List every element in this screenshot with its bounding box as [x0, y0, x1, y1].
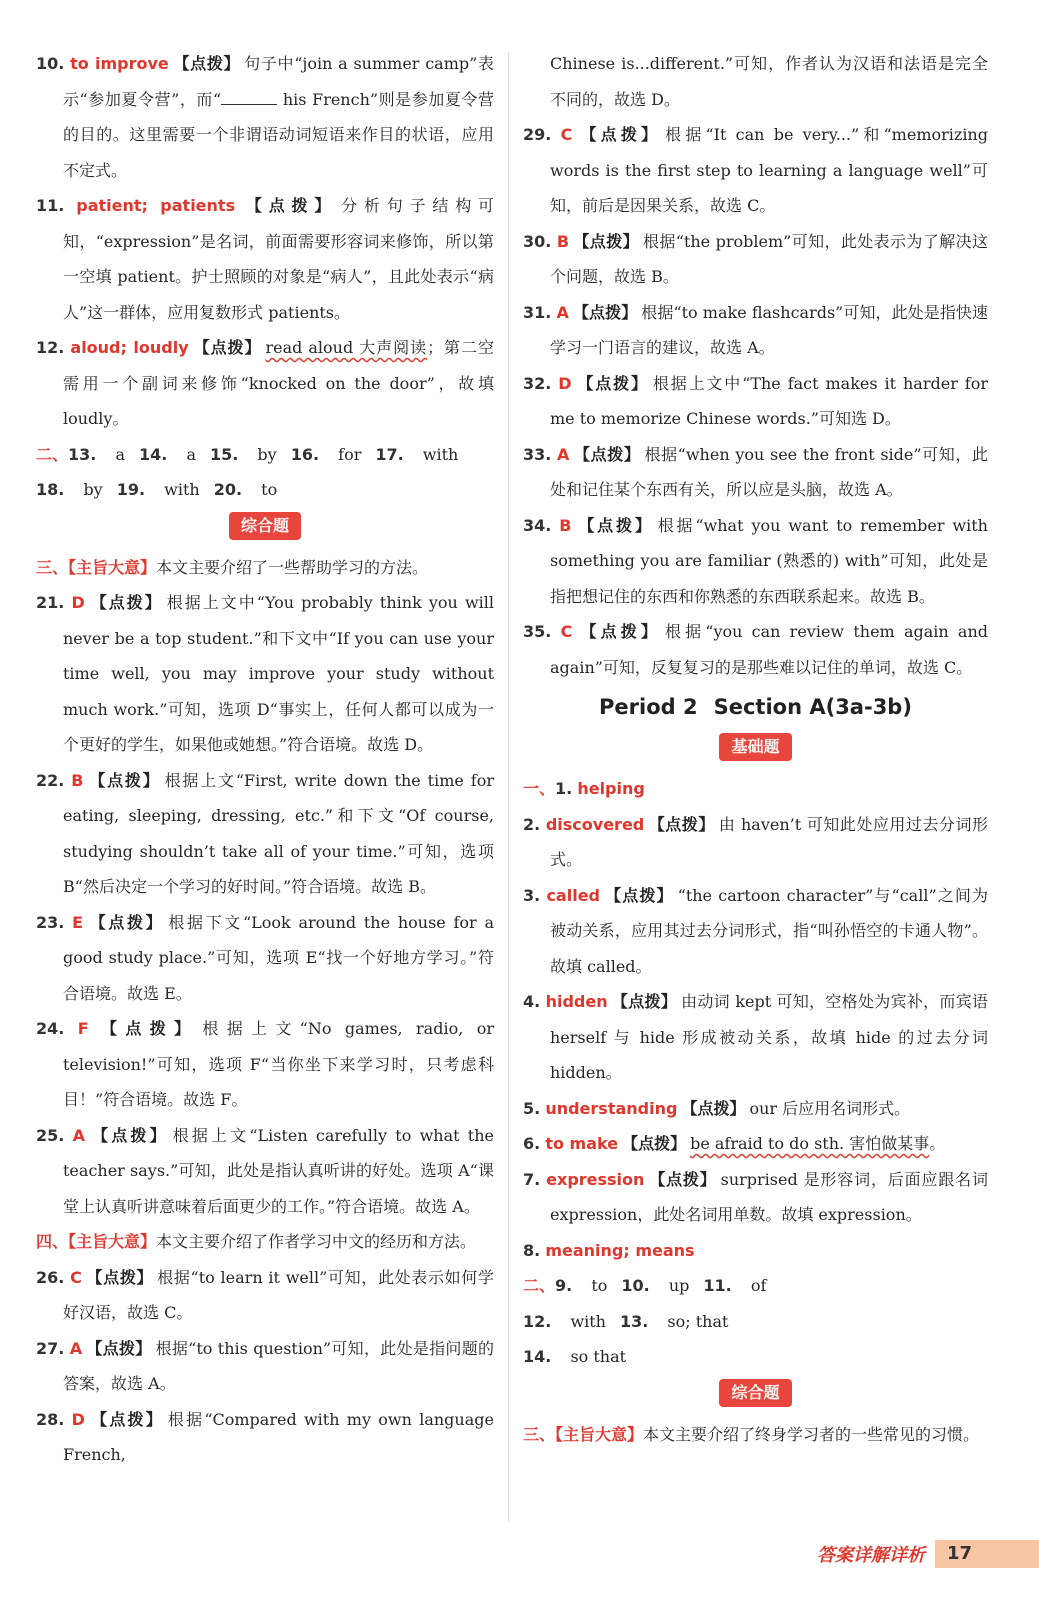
answer-text: D — [71, 593, 85, 612]
answer-item-32 — [523, 366, 988, 437]
question-number: 12. — [36, 338, 65, 357]
explanation-text: 分析句子结构可知，“expression”是名词，前面需要形容词来修饰，所以第一空填 patient。护士照顾的对象是“病人”，且此处表示“病人”这一群体，应用复数形式 patients。 — [63, 196, 494, 322]
explanation-text: “the cartoon character”与“call”之间为被动关系，应用其过去分词形式，指“叫孙悟空的卡通人物”。故填 called。 — [550, 885, 988, 976]
answer-text: B — [559, 515, 572, 535]
answer-item-24 — [36, 1011, 494, 1118]
hint-tag: 【点拨】 — [85, 1267, 154, 1287]
answer-item-r3 — [523, 878, 988, 985]
answer-text: meaning; means — [545, 1240, 695, 1260]
question-number: 15. — [209, 444, 239, 464]
hint-tag: 【点拨】 — [648, 1169, 717, 1189]
answer-item-r1 — [523, 771, 988, 807]
answer-item-25 — [36, 1118, 494, 1225]
summary-text: 本文主要介绍了一些帮助学习的方法。 — [156, 557, 429, 577]
answer-text: F — [77, 1019, 89, 1038]
question-number: 33. — [523, 444, 552, 464]
answer-text: E — [72, 912, 84, 932]
question-number: 14. — [139, 444, 168, 464]
answer-text: so that — [570, 1347, 627, 1366]
page-number: 17 — [935, 1540, 1039, 1568]
question-number: 29. — [523, 125, 552, 144]
period-title: Period 2 — [599, 695, 698, 719]
hint-tag: 【点拨】 — [611, 992, 678, 1011]
explanation-text: 根据上文中“You probably think you will never be a top student.”和下文中“If you can use your time well, you may improve your study without much work.”可知，选项 D“事实上，任何人都可以成为一个更好的学生，如果他或她想。”符合语境。故选 D。 — [63, 593, 494, 754]
hint-tag: 【点拨】 — [573, 444, 641, 464]
part3-summary — [523, 1417, 988, 1453]
answer-text: to improve — [70, 54, 169, 73]
answer-text: A — [557, 444, 570, 464]
answer-text: helping — [577, 779, 645, 798]
answer-item-r4 — [523, 984, 988, 1091]
question-number: 2. — [523, 814, 541, 834]
answer-text: understanding — [545, 1098, 678, 1118]
question-number: 32. — [523, 373, 552, 393]
summary-text: 本文主要介绍了终身学习者的一些常见的习惯。 — [643, 1424, 980, 1444]
answer-item-27 — [36, 1331, 494, 1402]
answer-item-33 — [523, 437, 988, 508]
wavy-underlined-phrase: read aloud 大声阅读 — [265, 338, 428, 357]
hint-tag: 【点拨】 — [576, 125, 662, 144]
explanation-text: 根据“you can review them again and again”可知，反复复习的是那些难以记住的单词，故选 C。 — [550, 622, 988, 677]
hint-tag: 【点拨】 — [92, 1019, 199, 1038]
explanation-text: 由 haven’t 可知此处应用过去分词形式。 — [550, 814, 988, 869]
question-number: 27. — [36, 1338, 65, 1358]
hint-tag: 【点拨】 — [239, 196, 338, 215]
answer-text: discovered — [545, 814, 645, 834]
answer-text: by — [257, 444, 277, 464]
part2-answers-row3 — [523, 1339, 988, 1375]
answer-text: of — [750, 1276, 767, 1295]
answer-text: B — [556, 231, 570, 251]
question-number: 17. — [375, 444, 404, 464]
hint-tag: 【点拨】 — [87, 770, 161, 790]
explanation-text: 根据“what you want to remember with something you are familiar (熟悉的) with”可知，此处是指把想记住的东西和你熟悉的东西联系起来。故选 B。 — [550, 515, 988, 606]
part4-summary — [36, 1224, 494, 1260]
question-number: 7. — [523, 1169, 541, 1189]
question-number: 31. — [523, 302, 552, 322]
answer-text: with — [422, 444, 459, 464]
question-number: 12. — [523, 1311, 552, 1331]
answer-item-12 — [36, 330, 494, 437]
hint-tag: 【点拨】 — [648, 814, 715, 834]
explanation-text: 根据“the problem”可知，此处表示为了解决这个问题，故选 B。 — [550, 231, 988, 286]
hint-tag: 【点拨】 — [604, 885, 674, 905]
footer-label: 答案详解详析 — [817, 1545, 925, 1566]
part-label: 二、 — [36, 444, 69, 464]
hint-tag: 【点拨】 — [572, 302, 638, 322]
part2-answers-row2 — [36, 472, 494, 508]
answer-text: A — [69, 1338, 83, 1358]
hint-tag: 【点拨】 — [87, 912, 165, 932]
explanation-text: 根据上文“No games, radio, or television!”可知，选项 F“当你坐下来学习时，只考虑科目！”符合语境。故选 F。 — [63, 1019, 494, 1109]
answer-item-10 — [36, 46, 494, 188]
question-number: 5. — [523, 1098, 541, 1118]
section-name: Section A(3a-3b) — [713, 695, 912, 719]
explanation-text: 根据“to make flashcards”可知，此处是指快速学习一门语言的建议，故选 A。 — [550, 302, 988, 357]
hint-tag: 【点拨】 — [88, 593, 163, 612]
question-number: 10. — [621, 1276, 650, 1295]
question-number: 34. — [523, 515, 552, 535]
answer-text: aloud; loudly — [70, 338, 189, 357]
answer-text: with — [570, 1311, 606, 1331]
answer-text: D — [71, 1409, 85, 1429]
summary-text: 本文主要介绍了作者学习中文的经历和方法。 — [156, 1232, 477, 1251]
answer-item-28-continued — [523, 46, 988, 117]
question-number: 11. — [36, 196, 65, 215]
hint-tag: 【点拨】 — [88, 1409, 164, 1429]
answer-text: C — [560, 125, 573, 144]
question-number: 6. — [523, 1134, 541, 1153]
wavy-underlined-phrase: be afraid to do sth. 害怕做某事 — [690, 1134, 930, 1153]
answer-text: A — [556, 302, 569, 322]
answer-text: so; that — [667, 1311, 729, 1331]
answer-item-r7 — [523, 1162, 988, 1233]
answer-item-31 — [523, 295, 988, 366]
section-badge-wrap — [523, 733, 988, 769]
explanation-text: our 后应用名词形式。 — [749, 1098, 911, 1118]
answer-item-22 — [36, 763, 494, 905]
answer-item-26 — [36, 1260, 494, 1331]
answer-text: for — [338, 444, 362, 464]
answer-text: a — [115, 444, 125, 464]
answer-item-r8 — [523, 1233, 988, 1269]
question-number: 26. — [36, 1267, 65, 1287]
question-number: 4. — [523, 992, 541, 1011]
answer-text: D — [558, 373, 572, 393]
part-label: 一、 — [523, 779, 556, 798]
question-number: 22. — [36, 770, 65, 790]
answer-text: to — [261, 480, 278, 499]
answer-text: C — [70, 1267, 82, 1287]
answer-item-35 — [523, 614, 988, 685]
hint-tag: 【点拨】 — [192, 338, 262, 357]
section-heading — [523, 685, 988, 729]
part-label: 三、【主旨大意】 — [523, 1424, 644, 1444]
explanation-text: 句子中“join a summer camp”表示“参加夏令营”，而“ — [63, 54, 494, 109]
answer-item-r6 — [523, 1126, 988, 1162]
answer-text: expression — [546, 1169, 645, 1189]
explanation-text: ；第二空需用一个副词来修饰“knocked on the door”，故填 loudly。 — [63, 338, 494, 428]
question-number: 14. — [523, 1347, 552, 1366]
part2-answers-row2 — [523, 1304, 988, 1340]
question-number: 9. — [555, 1276, 573, 1295]
explanation-text: 根据“when you see the front side”可知，此处和记住某个东西有关，所以应是头脑，故选 A。 — [550, 444, 988, 499]
question-number: 30. — [523, 231, 552, 251]
question-number: 20. — [213, 480, 243, 499]
answer-item-23 — [36, 905, 494, 1012]
hint-tag: 【点拨】 — [88, 1125, 169, 1145]
answer-text: A — [72, 1125, 85, 1145]
answer-text: patient; patients — [76, 196, 236, 215]
question-number: 1. — [555, 779, 573, 798]
hint-tag: 【点拨】 — [575, 373, 649, 393]
answer-item-28 — [36, 1402, 494, 1473]
question-number: 13. — [68, 444, 97, 464]
explanation-text: 根据“It can be very...”和“memorizing words is the first step to learning a language well”可知，前后是因果关系，故选 C。 — [550, 125, 988, 215]
explanation-text: his French”则是参加夏令营的目的。这里需要一个非谓语动词短语来作目的状语，应用不定式。 — [63, 89, 494, 180]
answer-item-11 — [36, 188, 494, 330]
question-number: 24. — [36, 1019, 65, 1038]
hint-tag: 【点拨】 — [86, 1338, 152, 1358]
explanation-text: 由动词 kept 可知，空格处为宾补，而宾语 herself 与 hide 形成被动关系，故填 hide 的过去分词 hidden。 — [550, 992, 988, 1082]
answer-item-30 — [523, 224, 988, 295]
right-column — [523, 46, 988, 1452]
question-number: 35. — [523, 622, 552, 641]
explanation-text: 。 — [929, 1134, 946, 1153]
answer-item-29 — [523, 117, 988, 224]
question-number: 11. — [703, 1276, 732, 1295]
hint-tag: 【点拨】 — [622, 1134, 687, 1153]
question-number: 19. — [116, 480, 146, 499]
question-number: 8. — [523, 1240, 541, 1260]
answer-text: to make — [545, 1134, 619, 1153]
question-number: 25. — [36, 1125, 65, 1145]
answer-item-r5 — [523, 1091, 988, 1127]
explanation-text: 根据上文“Listen carefully to what the teacher says.”可知，此处是指认真听讲的好处。选项 A“课堂上认真听讲意味着后面更少的工作。”符合语境。故选 A。 — [63, 1125, 494, 1216]
explanation-text: surprised 是形容词，后面应跟名词 expression，此处名词用单数。故填 expression。 — [550, 1169, 988, 1224]
question-number: 21. — [36, 593, 65, 612]
comprehensive-badge: 综合题 — [719, 1379, 791, 1407]
explanation-text: 根据“to learn it well”可知，此处表示如何学好汉语，故选 C。 — [63, 1267, 494, 1322]
basic-badge: 基础题 — [719, 733, 791, 761]
hint-tag: 【点拨】 — [172, 54, 241, 73]
question-number: 23. — [36, 912, 65, 932]
explanation-text: 根据“to this question”可知，此处是指问题的答案，故选 A。 — [63, 1338, 494, 1393]
part2-answers-row1 — [36, 437, 494, 473]
part3-summary — [36, 550, 494, 586]
part-label: 二、 — [523, 1276, 556, 1295]
section-badge-wrap — [523, 1379, 988, 1415]
part-label: 三、【主旨大意】 — [36, 557, 157, 577]
explanation-text: 根据下文“Look around the house for a good study place.”可知，选项 E“找一个好地方学习。”符合语境。故选 E。 — [63, 912, 494, 1003]
question-number: 10. — [36, 54, 65, 73]
question-number: 28. — [36, 1409, 65, 1429]
answer-text: B — [71, 770, 84, 790]
answer-text: by — [83, 480, 103, 499]
part2-answers-row1 — [523, 1268, 988, 1304]
answer-text: called — [546, 885, 600, 905]
answer-item-21 — [36, 585, 494, 763]
hint-tag: 【点拨】 — [681, 1098, 746, 1118]
answer-text: with — [164, 480, 200, 499]
answer-item-34 — [523, 508, 988, 615]
question-number: 13. — [619, 1311, 649, 1331]
hint-tag: 【点拨】 — [573, 231, 639, 251]
blank-line — [221, 90, 277, 105]
explanation-text: 根据上文“First, write down the time for eating, sleeping, dressing, etc.”和下文“Of course, studying shouldn’t take all of your time.”可知，选项 B“然后决定一个学习的好时间。”符合语境。故选 B。 — [63, 770, 494, 896]
explanation-text: 根据“Compared with my own language French, — [63, 1409, 494, 1464]
part-label: 四、【主旨大意】 — [36, 1232, 157, 1251]
answer-text: to — [591, 1276, 608, 1295]
hint-tag: 【点拨】 — [576, 622, 662, 641]
question-number: 3. — [523, 885, 541, 905]
answer-text: a — [186, 444, 196, 464]
answer-text: up — [668, 1276, 690, 1295]
comprehensive-badge: 综合题 — [229, 512, 301, 540]
section-badge-wrap — [36, 512, 494, 548]
column-divider — [508, 52, 509, 1522]
explanation-text: 根据上文中“The fact makes it harder for me to memorize Chinese words.”可知选 D。 — [550, 373, 988, 428]
question-number: 16. — [290, 444, 320, 464]
answer-text: C — [560, 622, 573, 641]
left-column — [36, 46, 494, 1473]
hint-tag: 【点拨】 — [575, 515, 654, 535]
page-footer — [799, 1537, 1039, 1571]
explanation-text: Chinese is...different.”可知，作者认为汉语和法语是完全不同的，故选 D。 — [550, 54, 988, 109]
question-number: 18. — [36, 480, 65, 499]
answer-item-r2 — [523, 807, 988, 878]
answer-text: hidden — [545, 992, 608, 1011]
